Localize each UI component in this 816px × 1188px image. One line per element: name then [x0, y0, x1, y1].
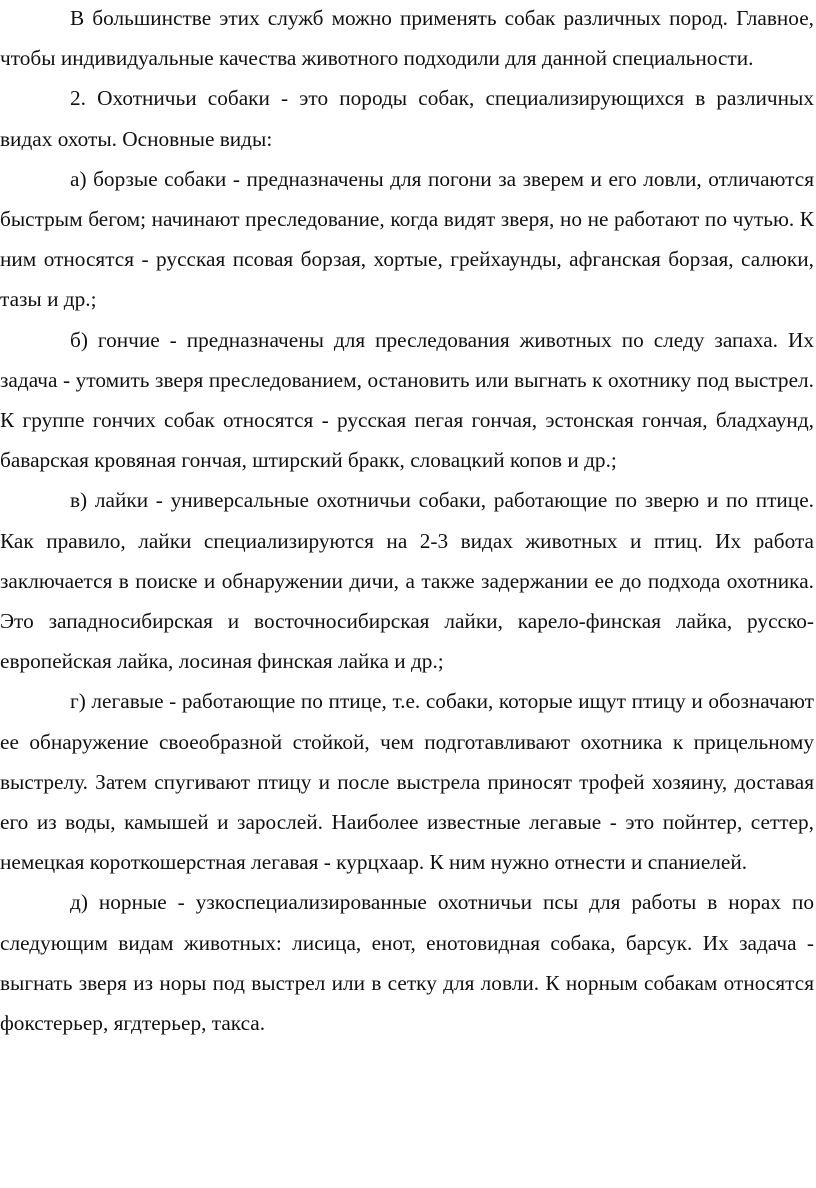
paragraph-hounds: б) гончие - предназначены для преследования животных по следу запаха. Их задача - утомить зверя преследованием, остановить или выгнать к охотнику под выстрел. К группе гончих собак относятся - русская пегая гончая, эстонская гончая, бладхаунд, баварская кровяная гончая, штирский бракк, словацкий копов и др.; [0, 327, 814, 473]
paragraph-services: В большинстве этих служб можно применять собак различных пород. Главное, чтобы индивидуальные качества животного подходили для данной специальности. [0, 6, 814, 71]
paragraph-pointers: г) легавые - работающие по птице, т.е. собаки, которые ищут птицу и обозначают ее обнаружение своеобразной стойкой, чем подготавливают охотника к прицельному выстрелу. Затем спугивают птицу и после выстрела приносят трофей хозяину, доставая его из воды, камышей и зарослей. Наиболее известные легавые - это пойнтер, сеттер, немецкая короткошерстная легавая - курцхаар. К ним нужно отнести и спаниелей. [0, 689, 814, 875]
paragraph-laikas: в) лайки - универсальные охотничьи собаки, работающие по зверю и по птице. Как правило, лайки специализируются на 2-3 видах животных и птиц. Их работа заключается в поиске и обнаружении дичи, а также задержании ее до подхода охотника. Это западносибирская и восточносибирская лайки, карело-финская лайка, русско-европейская лайка, лосиная финская лайка и др.; [0, 488, 814, 674]
paragraph-hunting-dogs: 2. Охотничьи собаки - это породы собак, специализирующихся в различных видах охоты. Основные виды: [0, 86, 814, 151]
paragraph-burrow-dogs: д) норные - узкоспециализированные охотничьи псы для работы в норах по следующим видам животных: лисица, енот, енотовидная собака, барсук. Их задача - выгнать зверя из норы под выстрел или в сетку для ловли. К норным собакам относятся фокстерьер, ягдтерьер, такса. [0, 890, 814, 1036]
paragraph-greyhounds: а) борзые собаки - предназначены для погони за зверем и его ловли, отличаются быстрым бегом; начинают преследование, когда видят зверя, но не работают по чутью. К ним относятся - русская псовая борзая, хортые, грейхаунды, афганская борзая, салюки, тазы и др.; [0, 166, 814, 312]
